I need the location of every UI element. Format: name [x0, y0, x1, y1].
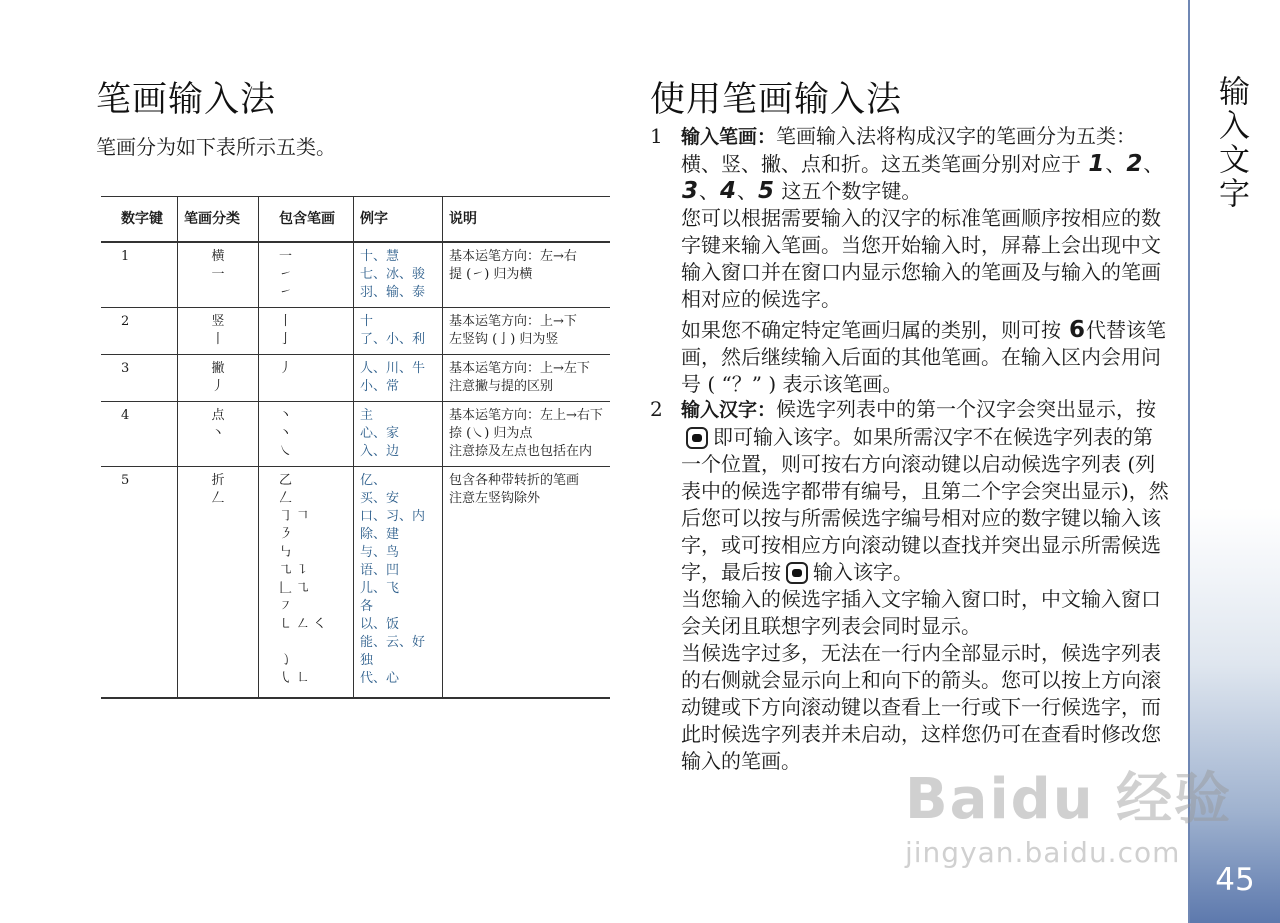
cell-category [178, 355, 259, 402]
table-row [101, 242, 610, 308]
header-description: 说明 [443, 197, 611, 243]
step-2-text-b: 即可输入该字。如果所需汉字不在候选字列表的第一个位置，则可按右方向滚动键以启动候选字列表 (列表中的候选字都带有编号，且第二个字会突出显示)，然后您可以按与所需候选字编号相对应的数字键以输入该字，或可按相应方向滚动键以查找并突出显示所需候选字，最后按 [681, 425, 1169, 584]
example-line: 能、云、好 [360, 635, 426, 650]
header-strokes: 包含笔画 [259, 197, 354, 243]
cell-key: 5 [101, 467, 178, 699]
category-stroke: 丶 [211, 426, 225, 441]
stroke-item: ㇀ [279, 267, 293, 282]
example-line: 与、鸟 [360, 545, 400, 560]
example-line: 主 [360, 408, 374, 423]
table-row [101, 355, 610, 402]
example-line: 亿、 [360, 473, 387, 488]
key-3-icon: 3 [682, 178, 699, 204]
step-2-para-2: 当您输入的候选字插入文字输入窗口时，中文输入窗口会关闭且联想字列表会同时显示。 [681, 587, 1161, 638]
selection-key-icon [686, 427, 708, 449]
cell-examples [354, 308, 443, 355]
description-line: 注意捺及左点也包括在内 [449, 444, 593, 459]
description-line: 注意左竖钩除外 [449, 491, 541, 506]
stroke-item: 𠃋 [279, 491, 293, 506]
cell-strokes [259, 467, 354, 699]
page-title-stroke-input: 笔画输入法 [96, 80, 277, 120]
stroke-item: ㇆ 𠃍 [279, 509, 310, 524]
stroke-item: 乙 [279, 473, 293, 488]
cell-description [443, 355, 611, 402]
example-line: 入、边 [360, 444, 400, 459]
key-5-icon: 5 [758, 178, 775, 204]
intro-text: 笔画分为如下表所示五类。 [96, 135, 336, 159]
cell-key: 2 [101, 308, 178, 355]
description-line: 左竖钩 (亅) 归为竖 [449, 332, 559, 347]
section-title-using-stroke-input: 使用笔画输入法 [650, 80, 903, 120]
stroke-item: ㇁ [279, 653, 293, 668]
example-line: 买、安 [360, 491, 400, 506]
example-line: 儿、飞 [360, 581, 400, 596]
step-1-body [681, 123, 1169, 398]
key-6-icon: 6 [1069, 317, 1086, 343]
example-line: 十、慧 [360, 249, 400, 264]
example-line: 心、家 [360, 426, 400, 441]
watermark [905, 767, 1233, 869]
category-name: 竖 [211, 314, 225, 329]
example-line: 小、常 [360, 379, 400, 394]
header-examples: 例字 [354, 197, 443, 243]
section-side-label: 输入文字 [1213, 75, 1249, 211]
table-row [101, 467, 610, 699]
cell-strokes [259, 355, 354, 402]
example-line: 以、饭 [360, 617, 400, 632]
stroke-item: ㇂ ㇗ [279, 671, 310, 686]
category-name: 撇 [211, 361, 225, 376]
stroke-item: ㇋ [279, 527, 293, 542]
stroke-item: 𠃊 ㇈ [279, 581, 310, 596]
step-1-para-3 [681, 317, 1169, 398]
category-name: 折 [211, 473, 225, 488]
step-1-para-2: 您可以根据需要输入的汉字的标准笔画顺序按相应的数字键来输入笔画。当您开始输入时，屏幕上会出现中文输入窗口并在窗口内显示您输入的笔画及与输入的笔画相对应的候选字。 [681, 206, 1161, 311]
description-line: 提 (㇀) 归为横 [449, 267, 533, 282]
header-category: 笔画分类 [178, 197, 259, 243]
stroke-item [279, 634, 347, 652]
cell-description [443, 308, 611, 355]
cell-examples [354, 355, 443, 402]
description-line: 捺 (㇏) 归为点 [449, 426, 533, 441]
stroke-item: ㇈ ㇊ [279, 563, 310, 578]
watermark-url: jingyan.baidu.com [905, 836, 1181, 869]
category-name: 点 [211, 408, 225, 423]
table-row [101, 308, 610, 355]
step-1-para-3-b: 代替该笔画，然后继续输入后面的其他笔画。在输入区内会用问号 ( “？” ) 表示该笔画。 [681, 318, 1167, 396]
example-line: 除、建 [360, 527, 400, 542]
stroke-item: 丶 [279, 426, 293, 441]
stroke-item: 丨 [279, 314, 293, 329]
key-1-icon: 1 [1088, 151, 1105, 177]
cell-strokes [259, 242, 354, 308]
description-line: 基本运笔方向：左→右 [449, 249, 577, 264]
key-4-icon: 4 [720, 178, 737, 204]
cell-category [178, 467, 259, 699]
description-line: 注意撇与提的区别 [449, 379, 554, 394]
step-2-para-3: 当候选字过多，无法在一行内全部显示时，候选字列表的右侧就会显示向上和向下的箭头。您可以按上方向滚动键或下方向滚动键以查看上一行或下一行候选字，而此时候选字列表并未启动，这样您仍可在查看时修改您输入的笔画。 [681, 641, 1161, 773]
example-line: 独 [360, 653, 374, 668]
cell-description [443, 242, 611, 308]
cell-category [178, 308, 259, 355]
step-number: 1 [650, 124, 663, 148]
table-header-row [101, 197, 610, 243]
step-2-text-c: 输入该字。 [813, 560, 913, 584]
cell-strokes [259, 402, 354, 467]
category-name: 横 [211, 249, 225, 264]
cell-key: 3 [101, 355, 178, 402]
stroke-item: ㇇ [279, 599, 293, 614]
step-1-para-3-a: 如果您不确定特定笔画归属的类别，则可按 [681, 318, 1061, 342]
cell-key: 4 [101, 402, 178, 467]
cell-examples [354, 402, 443, 467]
description-line: 基本运笔方向：上→左下 [449, 361, 590, 376]
step-number: 2 [650, 397, 663, 421]
header-key: 数字键 [101, 197, 178, 243]
example-line: 七、冰、骏 [360, 267, 426, 282]
step-2-text-a: 候选字列表中的第一个汉字会突出显示，按 [776, 397, 1157, 421]
step-2-para-1 [681, 396, 1169, 586]
key-2-icon: 2 [1126, 151, 1143, 177]
separator: 、 [699, 179, 720, 203]
example-line: 十 [360, 314, 374, 329]
stroke-item: ㇏ [279, 444, 293, 459]
cell-examples [354, 242, 443, 308]
step-2-label: 输入汉字： [681, 399, 777, 421]
example-line: 人、川、牛 [360, 361, 426, 376]
category-stroke: 一 [211, 267, 225, 282]
stroke-item: ㇉ [279, 545, 293, 560]
example-line: 羽、输、泰 [360, 285, 426, 300]
separator: 、 [1143, 152, 1164, 176]
cell-strokes [259, 308, 354, 355]
category-stroke: 丨 [211, 332, 225, 347]
separator: 、 [1105, 152, 1126, 176]
step-1-label: 输入笔画： [681, 126, 777, 148]
stroke-item: 亅 [279, 332, 293, 347]
cell-description [443, 402, 611, 467]
example-line: 了、小、利 [360, 332, 426, 347]
description-line: 包含各种带转折的笔画 [449, 473, 580, 488]
example-line: 各 [360, 599, 374, 614]
selection-key-icon [786, 562, 808, 584]
stroke-item: 一 [279, 249, 293, 264]
description-line: 基本运笔方向：上→下 [449, 314, 577, 329]
step-2-body [681, 396, 1169, 775]
step-1-text-b: 这五个数字键。 [781, 179, 922, 203]
cell-description [443, 467, 611, 699]
stroke-item: 丶 [279, 408, 293, 423]
category-stroke: 𠃋 [211, 491, 225, 506]
watermark-brand: Baidu 经验 [905, 767, 1233, 832]
cell-category [178, 242, 259, 308]
separator: 、 [737, 179, 758, 203]
description-line: 基本运笔方向：左上→右下 [449, 408, 603, 423]
example-line: 代、心 [360, 671, 400, 686]
stroke-category-table [101, 196, 610, 699]
stroke-item: 丿 [279, 361, 293, 376]
example-line: 口、习、内 [360, 509, 426, 524]
table-row [101, 402, 610, 467]
category-stroke: 丿 [211, 379, 225, 394]
cell-examples [354, 467, 443, 699]
stroke-item: ㇄ ㇜ ㇛ [279, 617, 327, 632]
cell-key: 1 [101, 242, 178, 308]
page-number: 45 [1215, 862, 1255, 898]
cell-category [178, 402, 259, 467]
example-line: 语、凹 [360, 563, 400, 578]
stroke-item: ㇀ [279, 285, 293, 300]
step-1-text-a: 笔画输入法将构成汉字的笔画分为五类：横、竖、撇、点和折。这五类笔画分别对应于 [681, 124, 1137, 176]
step-1-para-1 [681, 123, 1169, 205]
